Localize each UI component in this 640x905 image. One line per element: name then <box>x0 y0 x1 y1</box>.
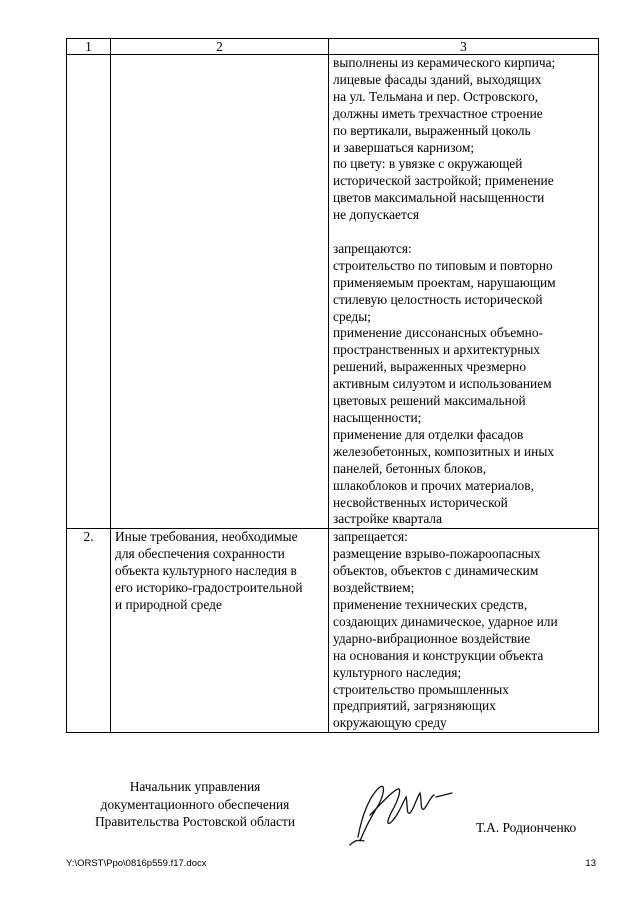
text-line: не допускается <box>333 207 420 223</box>
file-path: Y:\ORST\Ppo\0816p559.f17.docx <box>66 858 207 869</box>
text-line: строительство по типовым и повторно <box>333 257 553 273</box>
row2-number-cell <box>67 529 111 733</box>
text-line: панелей, бетонных блоков, <box>333 460 487 476</box>
text-line: исторической застройкой; применение <box>333 173 554 189</box>
text-line: запрещаются: <box>333 240 412 256</box>
text-line: строительство промышленных <box>333 681 509 697</box>
table-row <box>67 55 599 529</box>
text-line: по цвету: в увязке с окружающей <box>333 156 523 172</box>
text-line: окружающую среду <box>333 715 447 731</box>
text-line: запрещается: <box>333 529 408 545</box>
text-line: для обеспечения сохранности <box>115 546 285 562</box>
row2-requirement-title <box>111 529 328 614</box>
text-line: насыщенности; <box>333 410 422 426</box>
text-line: должны иметь трехчастное строение <box>333 105 543 121</box>
text-line: цветовых решений максимальной <box>333 393 526 409</box>
table-row <box>67 529 599 733</box>
text-line: его историко-градостроительной <box>115 580 303 596</box>
text-line: создающих динамическое, ударное или <box>333 613 558 629</box>
text-line: Правительства Ростовской области <box>94 814 296 829</box>
text-line: воздействием; <box>333 580 415 596</box>
text-line: Начальник управления <box>129 779 261 794</box>
text-line: размещение взрыво-пожароопасных <box>333 546 541 562</box>
text-line: железобетонных, композитных и иных <box>333 443 555 459</box>
text-line: среды; <box>333 308 371 324</box>
blank-line <box>333 224 596 241</box>
text-line: цветов максимальной насыщенности <box>333 190 545 206</box>
text-line: застройке квартала <box>333 511 443 527</box>
requirements-table <box>66 38 599 733</box>
header-col-1: 1 <box>67 39 111 55</box>
text-line: активным силуэтом и использованием <box>333 376 552 392</box>
text-line: шлакоблоков и прочих материалов, <box>333 477 534 493</box>
text-line: и природной среде <box>115 596 222 612</box>
text-line: пространственных и архитектурных <box>333 342 541 358</box>
row-number: 2. <box>83 529 94 545</box>
row1-col2-cell <box>111 55 329 529</box>
text-line: объекта культурного наследия в <box>115 563 297 579</box>
text-line: несвойственных исторической <box>333 494 508 510</box>
text-line: документационного обеспечения <box>100 796 290 812</box>
text-line: стилевую целостность исторической <box>333 291 543 307</box>
text-line: и завершаться карнизом; <box>333 139 475 155</box>
signer-name: Т.А. Родионченко <box>476 820 577 835</box>
text-line: на основания и конструкции объекта <box>333 647 544 663</box>
signer-title <box>66 778 324 831</box>
text-line: ударно-вибрационное воздействие <box>333 630 531 646</box>
text-line: решений, выраженных чрезмерно <box>333 359 527 375</box>
text-line: применение технических средств, <box>333 596 528 612</box>
text-line: применение диссонансных объемно- <box>333 325 543 341</box>
handwritten-signature <box>340 775 460 850</box>
table-header-row <box>67 39 599 55</box>
row1-col1-cell <box>67 55 111 529</box>
row2-requirements-text <box>329 529 598 732</box>
header-col-3: 3 <box>329 39 599 55</box>
text-line: объектов, объектов с динамическим <box>333 563 539 579</box>
text-line: по вертикали, выраженный цоколь <box>333 122 531 138</box>
row2-col3-cell <box>329 529 599 733</box>
text-line: культурного наследия; <box>333 664 462 680</box>
text-line: на ул. Тельмана и пер. Островского, <box>333 88 539 104</box>
header-col-2: 2 <box>111 39 329 55</box>
text-line: предприятий, загрязняющих <box>333 698 496 714</box>
text-line: лицевые фасады зданий, выходящих <box>333 71 542 87</box>
text-line: применяемым проектам, нарушающим <box>333 274 556 290</box>
row2-col2-cell <box>111 529 329 733</box>
text-line: применение для отделки фасадов <box>333 426 524 442</box>
text-line: Иные требования, необходимые <box>115 529 298 545</box>
page-number: 13 <box>585 858 596 869</box>
row1-requirements-text <box>329 55 598 528</box>
text-line: выполнены из керамического кирпича; <box>333 55 556 70</box>
row1-col3-cell <box>329 55 599 529</box>
